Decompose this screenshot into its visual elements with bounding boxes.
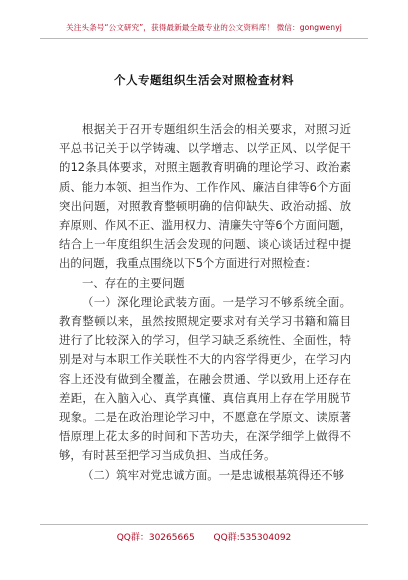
page-footer — [0, 530, 408, 543]
header-divider — [40, 38, 368, 39]
footer-qq-group-1: QQ群：30265665 — [116, 533, 195, 543]
document-body — [59, 120, 351, 485]
document-title: 个人专题组织生活会对照检查材料 — [114, 73, 294, 87]
intro-paragraph: 根据关于召开专题组织生活会的相关要求，对照习近平总书记关于以学铸魂、以学增志、以学正风、以学促干的12条具体要求，对照主题教育明确的理论学习、政治素质、能力本领、担当作为、工作作风、廉洁自律等6个方面突出问题，对照教育整顿明确的信仰缺失、政治动摇、放弃原则、作风不正、滥用权力、清廉失守等6个方面问题，结合上一年度组织生活会发现的问题、谈心谈话过程中提出的问题，我重点围绕以下5个方面进行对照检查： — [59, 122, 352, 271]
footer-qq-group-2: QQ群:535304092 — [213, 533, 292, 543]
subsection-loyalty-paragraph: （二）筑牢对党忠诚方面。一是忠诚根基筑得还不够 — [82, 467, 344, 482]
section-heading: 一、存在的主要问题 — [82, 275, 185, 290]
subsection-theory-paragraph: （一）深化理论武装方面。一是学习不够系统全面。教育整顿以来，虽然按照规定要求对有关学习书籍和篇目进行了比较深入的学习，但学习缺乏系统性、全面性，特别是对与本职工作关联性不大的内容学得更少，在学习内容上还没有做到全覆盖，在融会贯通、学以致用上还存在差距，在入脑入心、真学真懂、真信真用上存在学用脱节现象。二是在政治理论学习中，不愿意在学原文、读原著悟原理上花太多的时间和下苦功夫，在深学细学上做得不够，有时甚至把学习当成负担、当成任务。 — [59, 294, 351, 463]
footer-divider — [40, 524, 368, 525]
page-header-notice: 关注头条号“公文研究”，获得最新最全最专业的公文资料库！ 微信：gongwenyj — [66, 23, 342, 32]
